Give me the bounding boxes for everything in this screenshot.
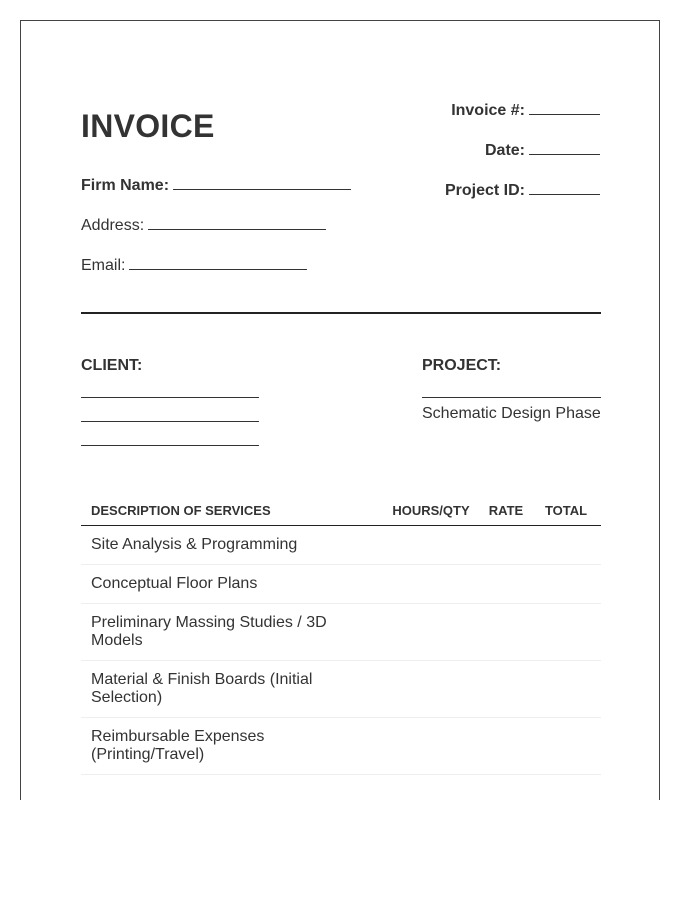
total-cell[interactable] — [531, 526, 601, 565]
date-blank[interactable] — [529, 140, 600, 155]
header-divider — [81, 312, 601, 314]
table-header-row — [81, 495, 601, 526]
email-label: Email: — [81, 257, 126, 274]
project-heading: PROJECT: — [422, 357, 502, 374]
firm-name-blank[interactable] — [173, 175, 351, 190]
hours-cell[interactable] — [381, 661, 481, 718]
invoice-number-blank[interactable] — [529, 100, 600, 115]
date-line — [485, 140, 600, 160]
table-row — [81, 604, 601, 661]
service-description: Reimbursable Expenses (Printing/Travel) — [81, 718, 381, 775]
total-header: TOTAL — [531, 495, 601, 526]
service-description: Material & Finish Boards (Initial Selection) — [81, 661, 381, 718]
project-id-label: Project ID: — [444, 182, 525, 199]
address-line — [81, 215, 326, 235]
project-id-line — [445, 180, 600, 200]
services-table — [81, 495, 601, 775]
total-cell[interactable] — [531, 604, 601, 661]
table-row — [81, 661, 601, 718]
email-blank[interactable] — [129, 255, 307, 270]
client-blank-line-2[interactable] — [81, 421, 259, 422]
client-heading: CLIENT: — [81, 357, 143, 374]
table-row — [81, 718, 601, 775]
description-header: DESCRIPTION OF SERVICES — [81, 495, 381, 526]
email-line — [81, 255, 307, 275]
service-description: Conceptual Floor Plans — [81, 565, 381, 604]
hours-cell[interactable] — [381, 604, 481, 661]
client-blank-line-1[interactable] — [81, 397, 259, 398]
hours-cell[interactable] — [381, 526, 481, 565]
address-label: Address: — [81, 217, 145, 234]
rate-cell[interactable] — [481, 604, 531, 661]
table-row — [81, 526, 601, 565]
table-row — [81, 565, 601, 604]
invoice-title: INVOICE — [81, 108, 215, 144]
client-blank-line-3[interactable] — [81, 445, 259, 446]
service-description: Preliminary Massing Studies / 3D Models — [81, 604, 381, 661]
rate-cell[interactable] — [481, 718, 531, 775]
project-blank-line[interactable] — [422, 397, 601, 398]
total-cell[interactable] — [531, 565, 601, 604]
date-label: Date: — [484, 142, 525, 159]
firm-name-label: Firm Name: — [81, 177, 170, 194]
hours-cell[interactable] — [381, 565, 481, 604]
project-phase: Schematic Design Phase — [422, 405, 601, 422]
rate-cell[interactable] — [481, 526, 531, 565]
rate-cell[interactable] — [481, 661, 531, 718]
total-cell[interactable] — [531, 718, 601, 775]
hours-cell[interactable] — [381, 718, 481, 775]
rate-header: RATE — [481, 495, 531, 526]
firm-name-line — [81, 175, 351, 195]
hours-qty-header: HOURS/QTY — [381, 495, 481, 526]
address-blank[interactable] — [148, 215, 326, 230]
invoice-sheet — [20, 20, 660, 800]
project-id-blank[interactable] — [529, 180, 600, 195]
total-cell[interactable] — [531, 661, 601, 718]
rate-cell[interactable] — [481, 565, 531, 604]
service-description: Site Analysis & Programming — [81, 526, 381, 565]
invoice-number-line — [451, 100, 600, 120]
invoice-number-label: Invoice #: — [451, 102, 525, 119]
